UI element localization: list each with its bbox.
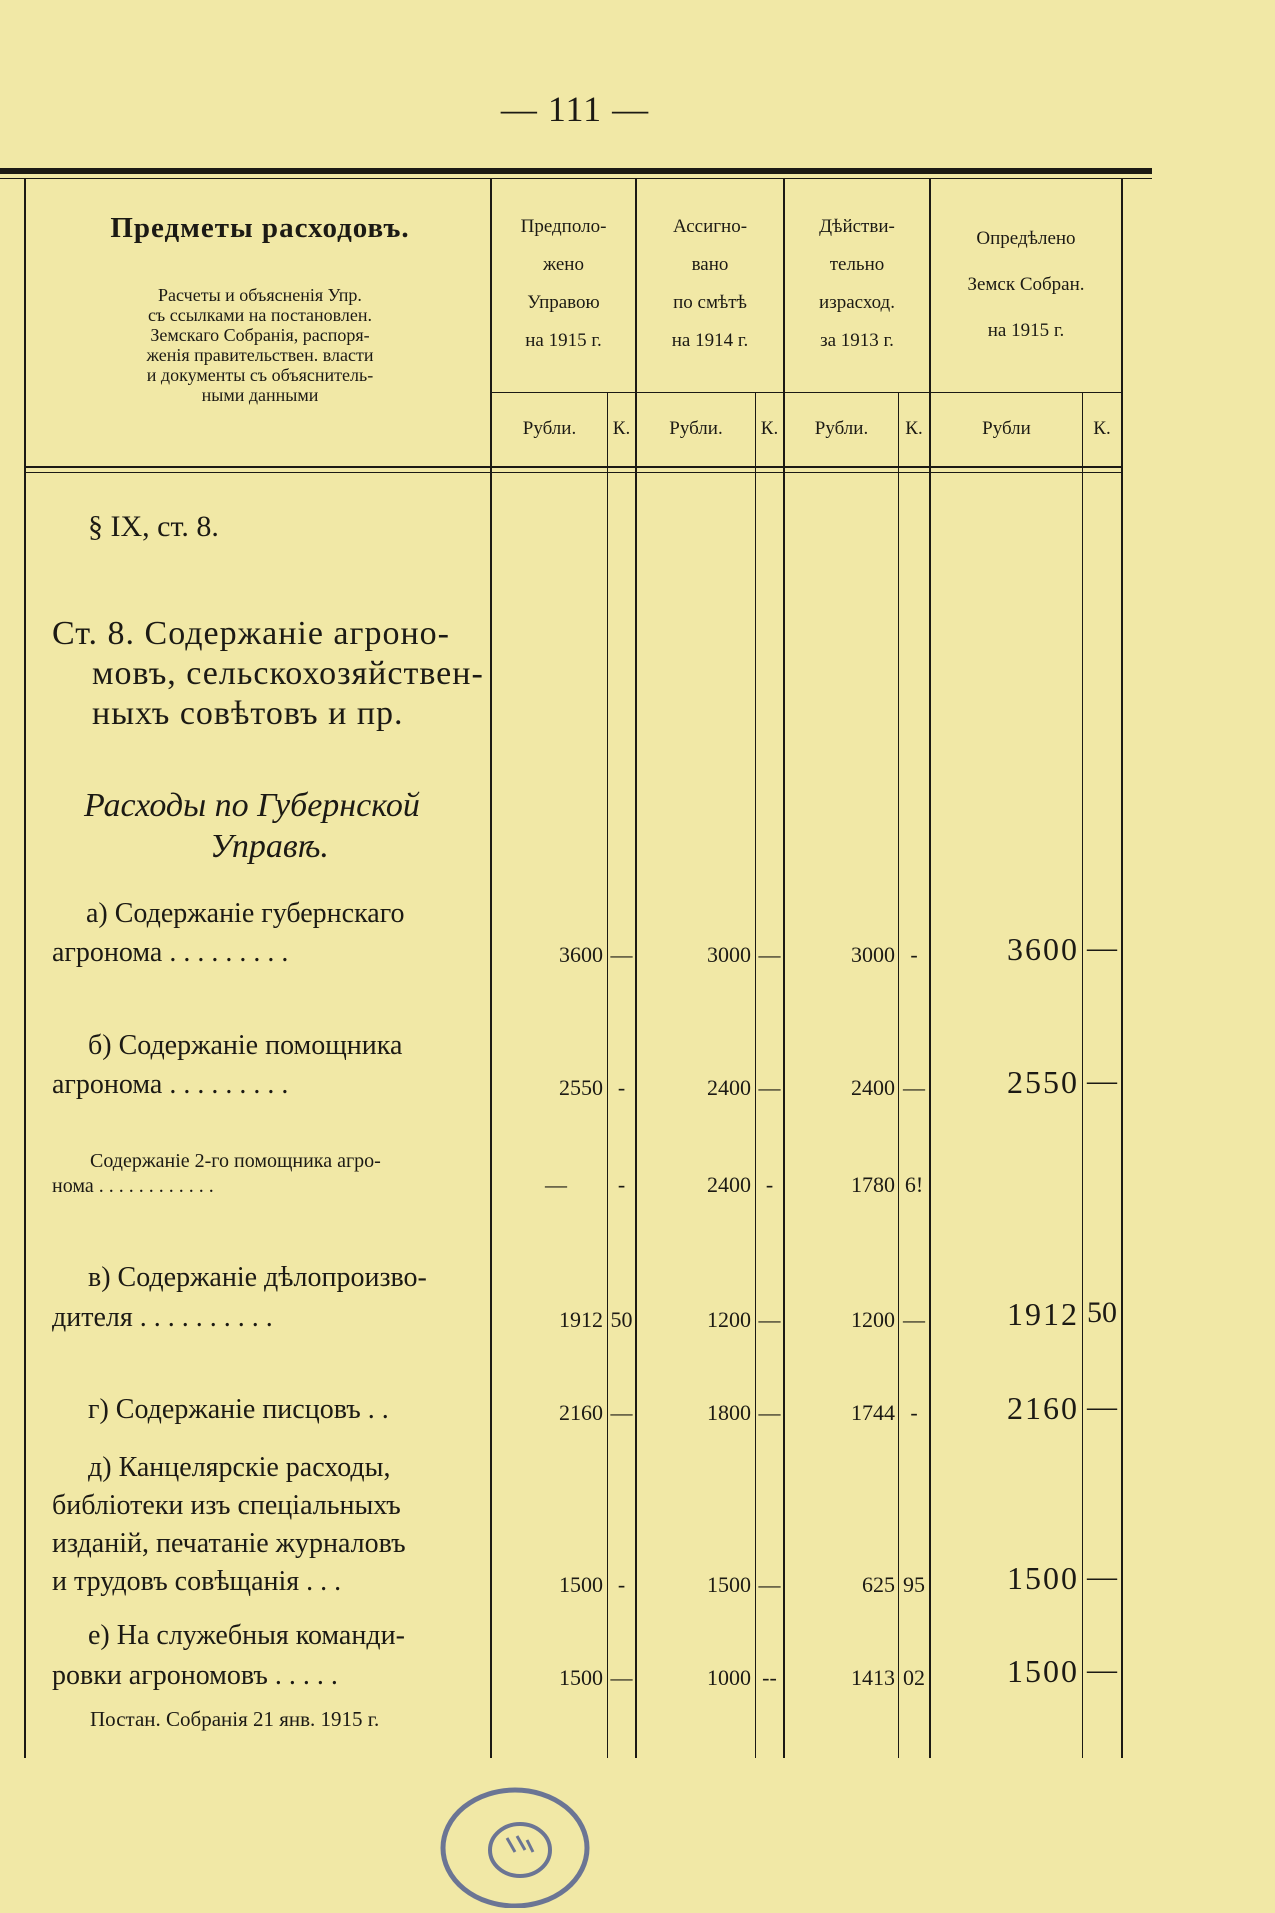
top-thick-rule bbox=[0, 168, 1152, 174]
row-a-approved-rub: 3600 bbox=[1007, 931, 1079, 967]
row-d-assigned-kop: — bbox=[758, 1572, 781, 1597]
row-g-spent-rub: 1744 bbox=[851, 1400, 895, 1425]
page-number: — 111 — bbox=[500, 89, 650, 129]
col-line-1 bbox=[490, 178, 492, 1758]
row-d-line-3: изданій, печатаніе журналовъ bbox=[52, 1528, 406, 1559]
row-a-spent-rub: 3000 bbox=[851, 942, 895, 967]
row-e-approved-rub: 1500 bbox=[1007, 1653, 1079, 1689]
row-b-assigned-rub: 2400 bbox=[707, 1075, 751, 1100]
col4-h1: Дѣйстви- bbox=[819, 216, 895, 237]
row-e-proposed-rub: 1500 bbox=[559, 1665, 603, 1690]
article-line-3: ныхъ совѣтовъ и пр. bbox=[92, 695, 404, 732]
col2-h3: Управою bbox=[527, 292, 600, 313]
kop-label-2: К. bbox=[612, 418, 631, 439]
col-line-2 bbox=[635, 178, 637, 1758]
col1-sub-2: съ ссылками на постановлен. bbox=[147, 305, 373, 325]
row-b2-spent-kop: 6! bbox=[904, 1172, 924, 1197]
row-b2-proposed-kop: - bbox=[617, 1172, 626, 1197]
article-line-2: мовъ, сельскохозяйствен- bbox=[92, 655, 484, 692]
row-b-approved-kop: — bbox=[1087, 1064, 1117, 1097]
row-b2-line-2: нома . . . . . . . . . . . . bbox=[52, 1175, 214, 1197]
row-e-assigned-kop: -- bbox=[762, 1665, 777, 1690]
col-line-3 bbox=[783, 178, 785, 1758]
row-b-spent-rub: 2400 bbox=[851, 1075, 895, 1100]
row-b2-assigned-kop: - bbox=[765, 1172, 774, 1197]
row-b2-line-1: Содержаніе 2-го помощника агро- bbox=[90, 1150, 381, 1172]
rub-label-5: Рубли bbox=[982, 418, 1031, 439]
row-g-proposed-kop: — bbox=[610, 1400, 633, 1425]
row-v-line-2: дителя . . . . . . . . . . bbox=[52, 1302, 273, 1333]
col1-sub-1: Расчеты и объясненія Упр. bbox=[158, 285, 362, 305]
row-b-spent-kop: — bbox=[903, 1075, 925, 1100]
row-b2-proposed-rub: — bbox=[545, 1172, 567, 1197]
row-b-approved-rub: 2550 bbox=[1007, 1064, 1079, 1100]
row-a-assigned-kop: — bbox=[758, 942, 781, 967]
header-bottom-rule bbox=[25, 466, 1123, 468]
col5-h2: Земск Собран. bbox=[967, 274, 1085, 295]
row-d-line-4: и трудовъ совѣщанія . . . bbox=[52, 1566, 342, 1597]
row-e-line-2: ровки агрономовъ . . . . . bbox=[52, 1660, 338, 1691]
row-e-approved-kop: — bbox=[1087, 1653, 1117, 1686]
rub-label-4: Рубли. bbox=[814, 418, 869, 439]
col3-h3: по смѣтѣ bbox=[673, 292, 747, 313]
row-b-line-1: б) Содержаніе помощника bbox=[88, 1030, 403, 1061]
col1-sub-4: женія правительствен. власти bbox=[146, 345, 374, 365]
row-e-spent-kop: 02 bbox=[903, 1665, 925, 1690]
row-d-proposed-rub: 1500 bbox=[559, 1572, 603, 1597]
row-v-approved-rub: 1912 bbox=[1007, 1296, 1079, 1332]
top-thin-rule bbox=[0, 178, 1152, 179]
col3-h1: Ассигно- bbox=[672, 216, 748, 237]
row-b2-spent-rub: 1780 bbox=[851, 1172, 895, 1197]
col-line-left bbox=[24, 178, 26, 1758]
article-line-1: Ст. 8. Содержаніе агроно- bbox=[52, 615, 450, 652]
row-a-line-2: агронома . . . . . . . . . bbox=[52, 937, 289, 968]
row-b2-assigned-rub: 2400 bbox=[707, 1172, 751, 1197]
row-g-approved-kop: — bbox=[1087, 1390, 1117, 1423]
rub-label-3: Рубли. bbox=[669, 418, 723, 439]
row-b-proposed-kop: - bbox=[617, 1075, 626, 1100]
row-b-proposed-rub: 2550 bbox=[559, 1075, 603, 1100]
row-v-proposed-rub: 1912 bbox=[559, 1307, 603, 1332]
col4-h3: израсход. bbox=[819, 292, 895, 313]
col3-h2: вано bbox=[691, 254, 729, 275]
row-d-line-2: библіотеки изъ спеціальныхъ bbox=[52, 1490, 401, 1521]
col3-h4: на 1914 г. bbox=[671, 330, 749, 351]
row-v-spent-kop: — bbox=[903, 1307, 925, 1332]
row-a-spent-kop: - bbox=[910, 942, 918, 967]
col1-title: Предметы расходовъ. bbox=[110, 212, 410, 244]
col1-sub-5: и документы съ объяснитель- bbox=[146, 365, 374, 385]
kop-label-4: К. bbox=[905, 418, 923, 439]
row-g-approved-rub: 2160 bbox=[1007, 1390, 1079, 1426]
col2-h1: Предполо- bbox=[520, 216, 607, 237]
row-e-assigned-rub: 1000 bbox=[707, 1665, 751, 1690]
row-v-assigned-rub: 1200 bbox=[707, 1307, 751, 1332]
row-g-proposed-rub: 2160 bbox=[559, 1400, 603, 1425]
row-v-proposed-kop: 50 bbox=[610, 1307, 633, 1332]
row-g-assigned-kop: — bbox=[758, 1400, 781, 1425]
row-g-assigned-rub: 1800 bbox=[707, 1400, 751, 1425]
col-line-right bbox=[1121, 178, 1123, 1758]
row-d-line-1: д) Канцелярскіе расходы, bbox=[88, 1452, 391, 1483]
row-g-line-1: г) Содержаніе писцовъ . . bbox=[88, 1394, 389, 1425]
row-v-approved-kop: 50 bbox=[1087, 1296, 1117, 1329]
col4-h4: за 1913 г. bbox=[820, 330, 894, 351]
library-stamp bbox=[425, 1758, 595, 1908]
subheader-rule bbox=[492, 392, 1122, 393]
row-d-assigned-rub: 1500 bbox=[707, 1572, 751, 1597]
rub-label-2: Рубли. bbox=[522, 418, 577, 439]
row-v-assigned-kop: — bbox=[758, 1307, 781, 1332]
row-g-spent-kop: - bbox=[910, 1400, 918, 1425]
col5-h1: Опредѣлено bbox=[976, 228, 1076, 249]
kop-label-3: К. bbox=[760, 418, 779, 439]
row-b-line-2: агронома . . . . . . . . . bbox=[52, 1069, 289, 1100]
row-b-assigned-kop: — bbox=[758, 1075, 781, 1100]
row-v-spent-rub: 1200 bbox=[851, 1307, 895, 1332]
row-d-approved-kop: — bbox=[1087, 1560, 1117, 1593]
col-line-4 bbox=[929, 178, 931, 1758]
header-bottom-rule-2 bbox=[25, 472, 1123, 473]
subheading-line-1: Расходы по Губернской bbox=[84, 787, 420, 824]
row-a-assigned-rub: 3000 bbox=[707, 942, 751, 967]
row-d-spent-kop: 95 bbox=[903, 1572, 925, 1597]
row-a-proposed-rub: 3600 bbox=[559, 942, 603, 967]
col1-sub-6: ными данными bbox=[201, 385, 319, 405]
row-a-approved-kop: — bbox=[1087, 931, 1117, 964]
row-v-line-1: в) Содержаніе дѣлопроизво- bbox=[88, 1262, 427, 1293]
col2-h4: на 1915 г. bbox=[525, 330, 602, 351]
row-a-line-1: а) Содержаніе губернскаго bbox=[86, 898, 405, 929]
footnote: Постан. Собранія 21 янв. 1915 г. bbox=[90, 1707, 380, 1731]
col1-sub-3: Земскаго Собранія, распоря- bbox=[150, 325, 370, 345]
row-e-proposed-kop: — bbox=[610, 1665, 633, 1690]
col5-h3: на 1915 г. bbox=[987, 320, 1065, 341]
row-d-approved-rub: 1500 bbox=[1007, 1560, 1079, 1596]
row-e-line-1: е) На служебныя команди- bbox=[88, 1620, 405, 1651]
kop-label-5: К. bbox=[1093, 418, 1111, 439]
row-e-spent-rub: 1413 bbox=[851, 1665, 895, 1690]
subheading-line-2: Управѣ. bbox=[210, 828, 329, 865]
col4-h2: тельно bbox=[829, 254, 885, 275]
section-heading: § IX, ст. 8. bbox=[88, 510, 219, 543]
row-d-spent-rub: 625 bbox=[862, 1572, 895, 1597]
row-a-proposed-kop: — bbox=[610, 942, 633, 967]
col2-h2: жено bbox=[543, 254, 584, 275]
row-d-proposed-kop: - bbox=[617, 1572, 626, 1597]
